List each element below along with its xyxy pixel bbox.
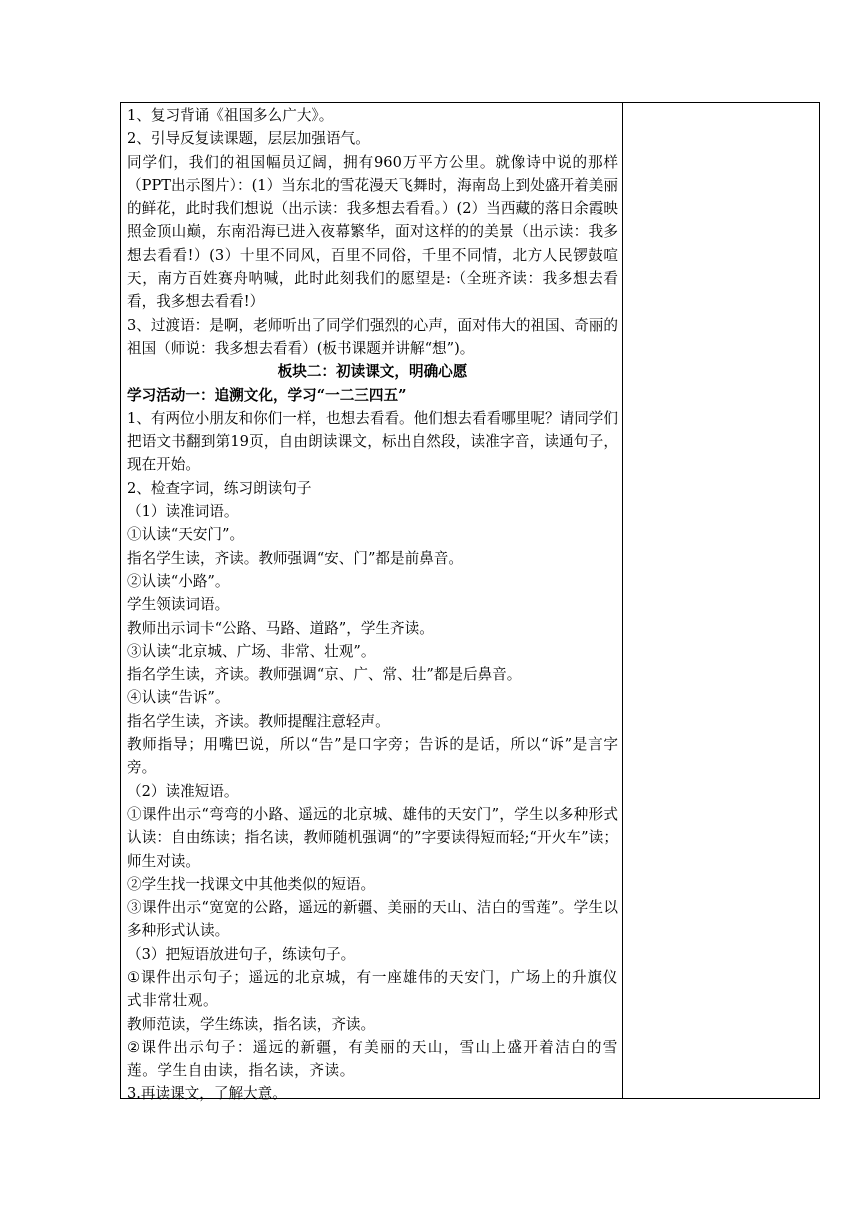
section-title: 板块二：初读课文，明确心愿 bbox=[277, 363, 468, 381]
lesson-plan-table bbox=[120, 102, 820, 1103]
paragraph: 3.再读课文，了解大意。 bbox=[127, 1085, 287, 1103]
paragraph: ③课件出示“宽宽的公路，遥远的新疆、美丽的天山、洁白的雪莲”。学生以多种形式认读。 bbox=[127, 899, 618, 940]
paragraph: ②认读“小路”。 bbox=[127, 572, 230, 590]
paragraph: ①认读“天安门”。 bbox=[127, 526, 245, 544]
main-content-cell bbox=[121, 103, 623, 1103]
notes-cell bbox=[623, 103, 819, 1098]
activity-title: 学习活动一：追溯文化，学习“一二三四五” bbox=[127, 386, 407, 404]
paragraph: 指名学生读，齐读。教师强调“京、广、常、壮”都是后鼻音。 bbox=[127, 666, 522, 684]
paragraph: ③认读“北京城、广场、非常、壮观”。 bbox=[127, 642, 376, 660]
paragraph: （2）读准短语。 bbox=[127, 782, 239, 800]
paragraph: 3、过渡语：是啊，老师听出了同学们强烈的心声，面对伟大的祖国、奇丽的祖国（师说：我多想去看看）(板书课题并讲解“想”)。 bbox=[127, 316, 618, 357]
paragraph: 教师出示词卡“公路、马路、道路”，学生齐读。 bbox=[127, 619, 434, 637]
paragraph: （3）把短语放进句子，练读句子。 bbox=[127, 945, 356, 963]
paragraph: 2、检查字词，练习朗读句子 bbox=[127, 479, 312, 497]
paragraph: ①课件出示“弯弯的小路、遥远的北京城、雄伟的天安门”，学生以多种形式认读：自由练读；指名读，教师随机强调“的”字要读得短而轻;“开火车”读；师生对读。 bbox=[127, 805, 618, 870]
paragraph: 1、复习背诵《祖国多么广大》。 bbox=[127, 107, 334, 124]
paragraph: 2、引导反复读课题，层层加强语气。 bbox=[127, 130, 370, 148]
paragraph: 指名学生读，齐读。教师强调“安、门”都是前鼻音。 bbox=[127, 549, 463, 567]
paragraph: 教师指导；用嘴巴说，所以“告”是口字旁；告诉的是话，所以“诉”是言字旁。 bbox=[127, 736, 618, 777]
paragraph: ②学生找一找课文中其他类似的短语。 bbox=[127, 875, 376, 893]
paragraph: 教师范读，学生练读，指名读，齐读。 bbox=[127, 1015, 376, 1033]
paragraph: ④认读“告诉”。 bbox=[127, 689, 230, 707]
paragraph: （1）读准词语。 bbox=[127, 503, 239, 521]
paragraph: 学生领读词语。 bbox=[127, 596, 230, 614]
paragraph: ①课件出示句子；遥远的北京城，有一座雄伟的天安门，广场上的升旗仪式非常壮观。 bbox=[127, 968, 618, 1010]
paragraph: 1、有两位小朋友和你们一样，也想去看看。他们想去看看哪里呢？请同学们把语文书翻到第19页，自由朗读课文，标出自然段，读准字音，读通句子，现在开始。 bbox=[127, 409, 618, 474]
paragraph: ②课件出示句子：遥远的新疆，有美丽的天山，雪山上盛开着洁白的雪莲。学生自由读，指名读，齐读。 bbox=[127, 1038, 618, 1080]
paragraph: 指名学生读，齐读。教师提醒注意轻声。 bbox=[127, 712, 390, 730]
paragraph: 同学们，我们的祖国幅员辽阔，拥有960万平方公里。就像诗中说的那样（PPT出示图片）：(1）当东北的雪花漫天飞舞时，海南岛上到处盛开着美丽的鲜花，此时我们想说（出示读：我多想去看看。）(2）当西藏的落日余霞映照金顶山巅，东南沿海已进入夜幕繁华，面对这样的的美景（出示读：我多想去看看!）(3）十里不同风，百里不同俗，千里不同情，北方人民锣鼓喧天，南方百姓赛舟呐喊，此时此刻我们的愿望是:（全班齐读：我多想去看看，我多想去看看!） bbox=[127, 153, 618, 311]
